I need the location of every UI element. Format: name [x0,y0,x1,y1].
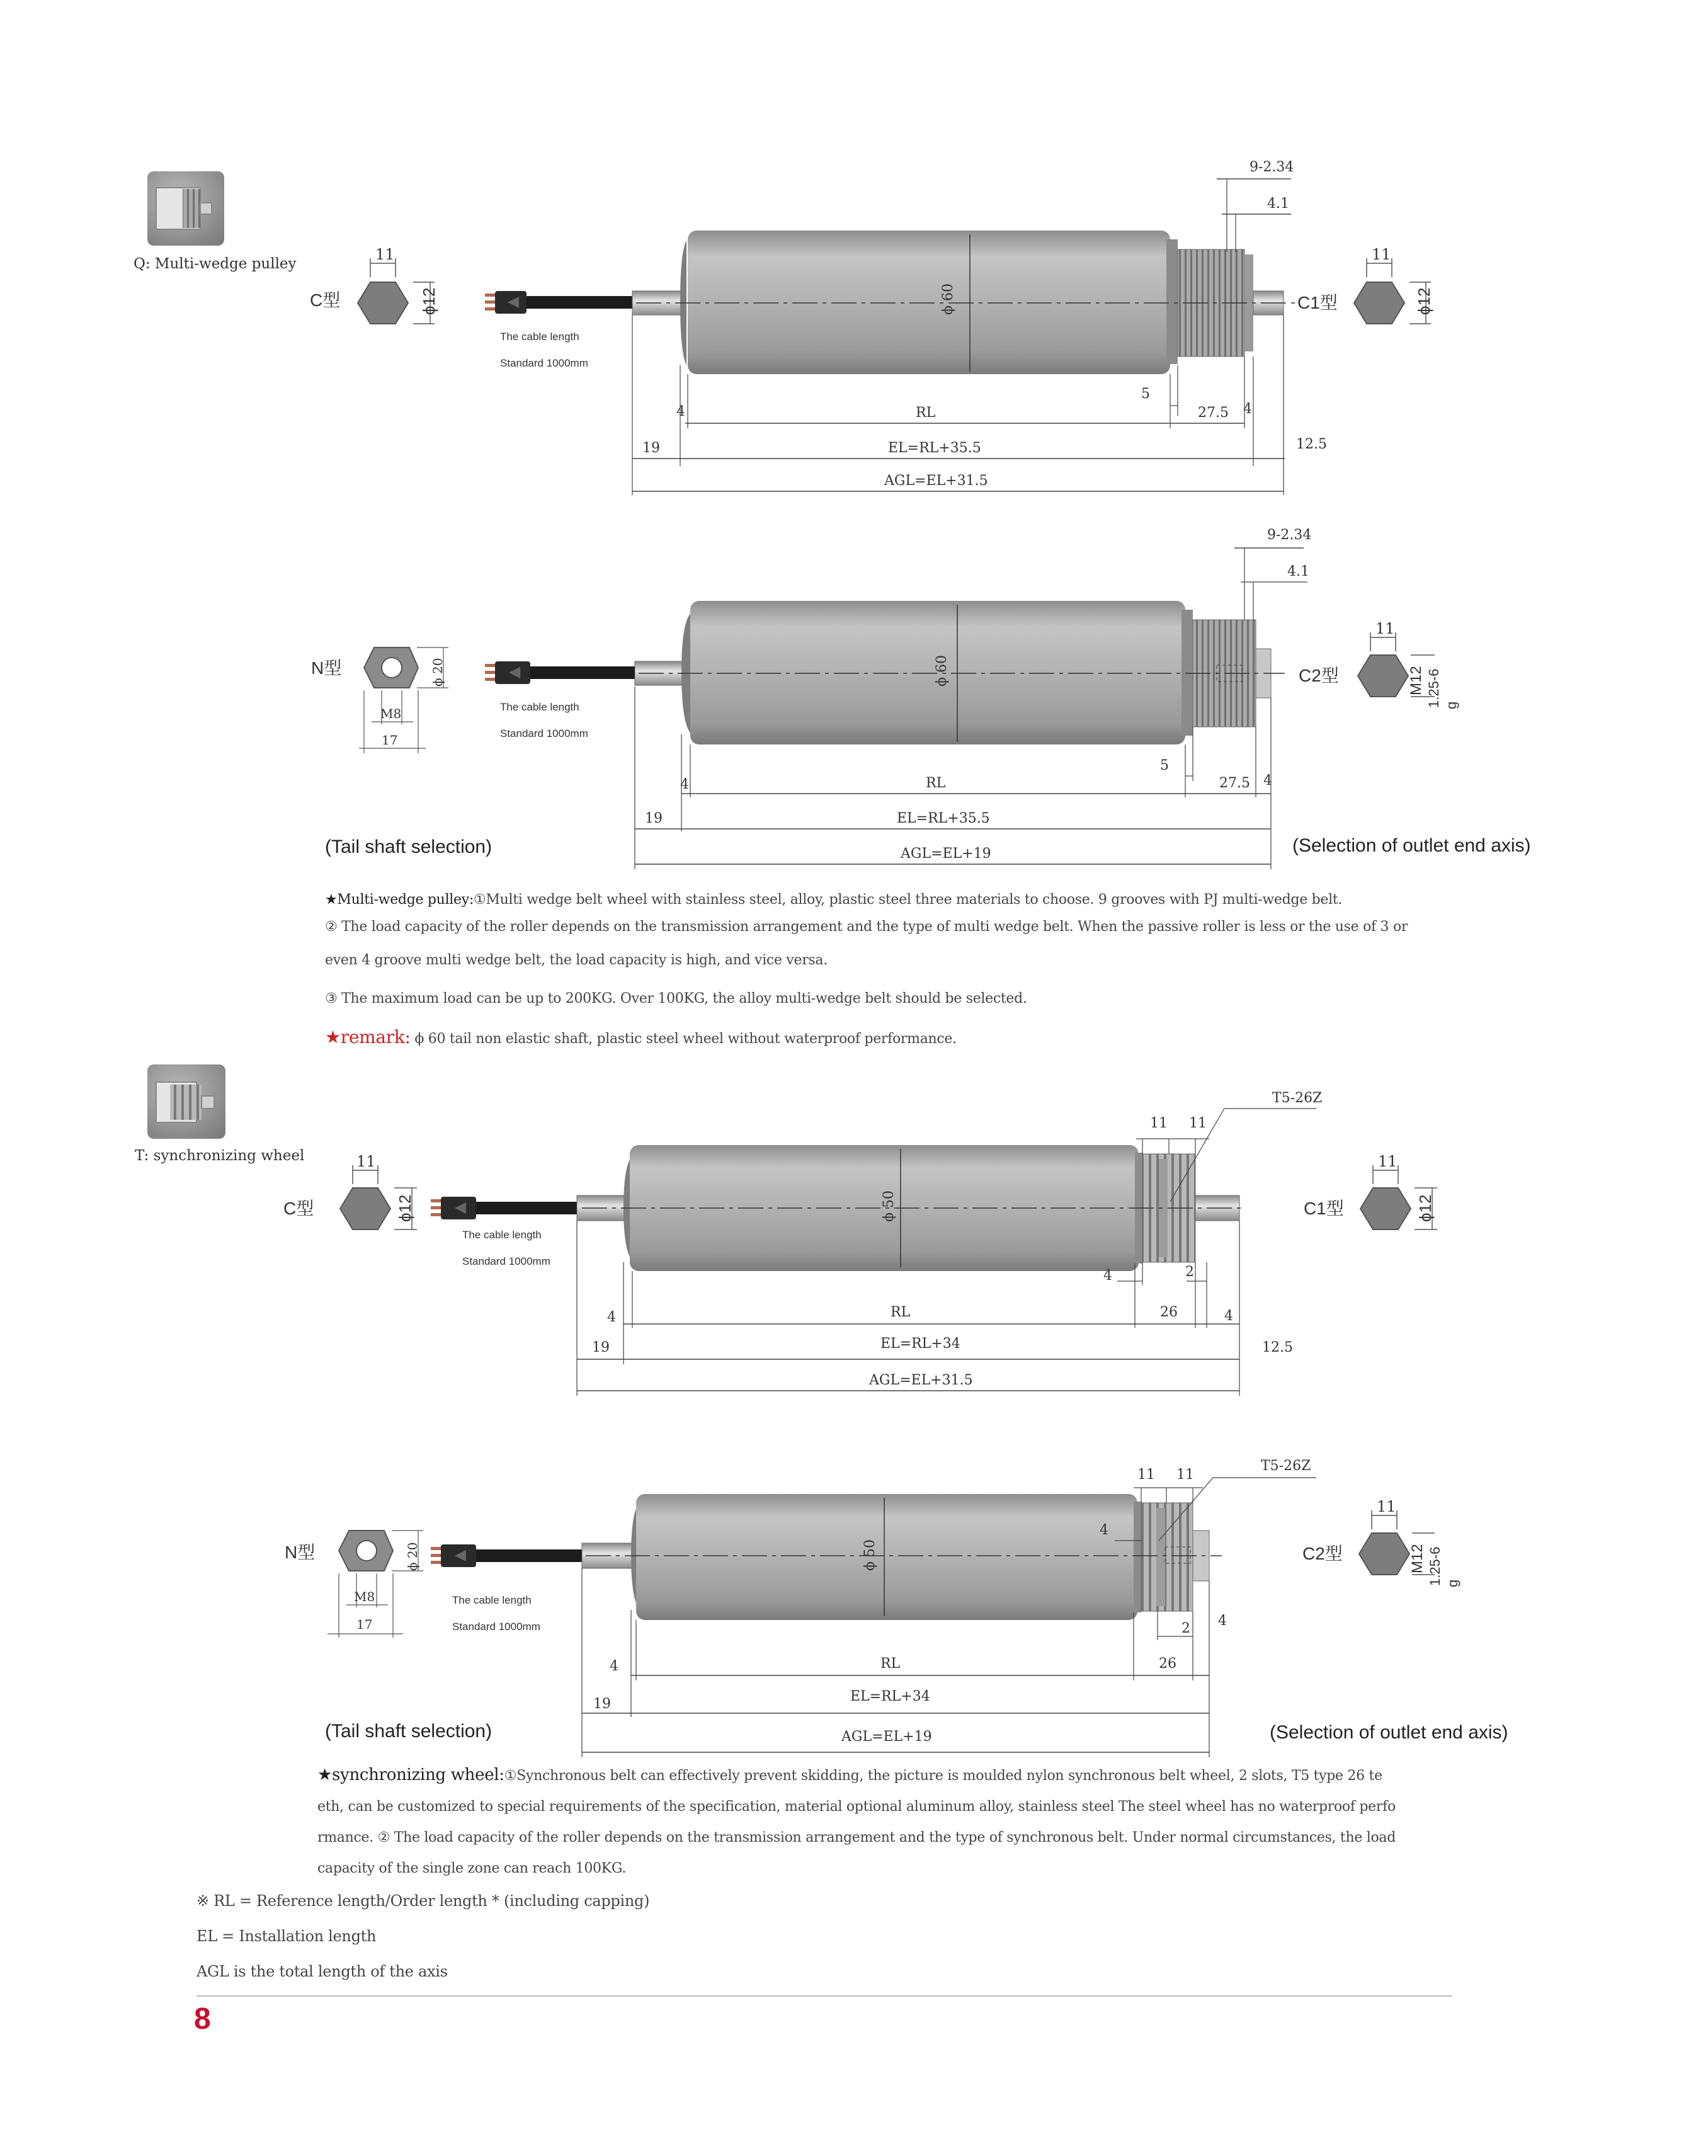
dim-agl: AGL=EL+31.5 [884,473,988,489]
dim-2: 2 [1181,1621,1190,1636]
q-note [325,884,1408,1054]
dim-4c: 4 [1224,1308,1233,1324]
dim-rl: RL [916,405,936,421]
outlet-c2-hex: 11 [1377,1498,1396,1515]
dim-4b: 4 [1263,773,1272,789]
cable-note: The cable length [500,331,579,343]
dim-125: 12.5 [1296,436,1327,452]
note-line: eth, can be customized to special requirements of the specification, material optional aluminum alloy, stainless steel The steel wheel has no waterproof perfo [317,1799,1396,1815]
cable-standard: Standard 1000mm [500,727,588,739]
outlet-c2-thread3: g [1443,701,1459,709]
diameter-label: ϕ 50 [862,1539,878,1571]
dim-agl: AGL=EL+19 [901,846,991,862]
dim-19: 19 [592,1340,610,1355]
remark-text: ϕ 60 tail non elastic shaft, plastic steel wheel without waterproof performance. [410,1031,957,1047]
dim-w2: 11 [1189,1115,1207,1131]
dim-4b: 4 [1100,1522,1108,1538]
note-title: ★Multi-wedge pulley: [325,892,474,908]
type-title: T: synchronizing wheel [135,1148,305,1164]
note-title: ★synchronizing wheel: [317,1765,504,1784]
dim-el: EL=RL+34 [880,1336,960,1352]
outlet-hex-icon [1297,246,1433,324]
diameter-label: ϕ 60 [940,283,956,315]
dim-275: 27.5 [1219,775,1250,791]
dim-el: EL=RL+34 [850,1689,930,1704]
outlet-c2-hex: 11 [1375,620,1395,637]
dim-agl: AGL=EL+19 [841,1729,932,1745]
tail-n-width: 17 [382,733,398,748]
dim-26: 26 [1159,1656,1176,1672]
sync-wheel-thumbnail-icon [147,1064,225,1139]
dim-rl: RL [880,1656,901,1672]
hex-dia: ϕ12 [396,1194,414,1222]
outlet-c2-thread2: 1.25-6 [1426,668,1442,708]
dim-4a: 4 [607,1309,616,1325]
roller-drawing-q2 [485,527,1311,869]
dim-belt: T5-26Z [1261,1458,1311,1474]
dim-4a: 4 [680,777,689,792]
roller-drawing-t1 [431,1090,1322,1396]
outlet-c2-thread: M12 [1409,1544,1426,1573]
cable-note: The cable length [452,1594,532,1606]
outlet-type-label: C1型 [1304,1199,1344,1218]
footnote: EL = Installation length [196,1927,377,1945]
note-line: ①Synchronous belt can effectively prevent skidding, the picture is moulded nylon synchronous belt wheel, 2 slots, T5 type 26 te [504,1768,1382,1784]
dim-el: EL=RL+35.5 [888,440,981,456]
dim-pitch: 4.1 [1287,564,1309,579]
cable-note: The cable length [462,1229,542,1241]
page-number: 8 [194,2002,211,2036]
dim-4a: 4 [676,404,685,419]
outlet-c2-thread2: 1.25-6 [1427,1546,1443,1586]
tail-n-label: N型 [311,658,342,678]
tail-n-dia: ϕ 20 [430,658,445,687]
note-line: rmance. ② The load capacity of the roller depends on the transmission arrangement and the type of synchronous belt. Under normal circumstances, the load [317,1830,1396,1845]
dim-275: 27.5 [1198,405,1229,421]
tail-n-icon [285,1531,423,1638]
tail-selection-label: (Tail shaft selection) [325,1721,492,1742]
diameter-label: ϕ 60 [934,655,950,687]
q-note-line-1 [325,884,1408,915]
dim-el: EL=RL+35.5 [897,811,990,826]
tail-n-icon [311,647,448,753]
q-remark [325,1022,1408,1054]
roller-drawing-q1 [485,159,1327,495]
tail-n-dia: ϕ 20 [405,1542,420,1571]
tail-n-thread: M8 [380,706,402,721]
outlet-selection-label: (Selection of outlet end axis) [1292,835,1531,856]
dim-w2: 11 [1176,1467,1194,1483]
t-note [317,1760,1396,1884]
hex-width: 11 [375,246,395,263]
note-line: ② The load capacity of the roller depends on the transmission arrangement and the type of multi wedge belt. When the passive roller is less or the use of 3 or [325,919,1408,935]
dim-4b: 4 [1243,401,1252,417]
dim-125: 12.5 [1262,1340,1293,1355]
outlet-hex-width: 11 [1378,1153,1398,1170]
type-title: Q: Multi-wedge pulley [134,256,297,272]
outlet-c2-thread3: g [1445,1579,1460,1587]
tail-hex-icon [310,246,438,324]
dim-grooves: 9-2.34 [1250,159,1294,175]
cable-note: The cable length [500,701,579,713]
note-line: ①Multi wedge belt wheel with stainless steel, alloy, plastic steel three materials to choose. 9 grooves with PJ multi-wedge belt. [473,892,1343,908]
footnotes [196,1883,649,1989]
dim-w1: 11 [1137,1467,1155,1483]
tail-hex-icon [283,1153,417,1229]
outlet-c2-thread: M12 [1408,666,1425,695]
dim-5: 5 [1141,386,1150,402]
tail-type-label: C型 [310,290,341,310]
hex-width: 11 [356,1153,376,1170]
outlet-selection-label: (Selection of outlet end axis) [1270,1722,1508,1743]
note-line: ③ The maximum load can be up to 200KG. Over 100KG, the alloy multi-wedge belt should be selected. [325,991,1027,1007]
dim-19: 19 [645,811,663,826]
dim-19: 19 [593,1696,611,1712]
hex-dia: ϕ12 [419,287,438,315]
dim-rl: RL [891,1304,911,1320]
outlet-type-label: C1型 [1297,293,1338,312]
dim-4b: 4 [1103,1268,1112,1284]
diameter-label: ϕ 50 [881,1190,897,1222]
cable-standard: Standard 1000mm [500,357,588,369]
t-note-line-1 [317,1760,1396,1791]
dim-5: 5 [1160,758,1169,773]
dim-4a: 4 [610,1658,618,1674]
cable-standard: Standard 1000mm [462,1255,550,1267]
dim-w1: 11 [1150,1115,1168,1131]
outlet-c2-label: C2型 [1302,1544,1343,1563]
outlet-hex-icon [1304,1153,1437,1229]
tail-type-label: C型 [283,1199,314,1218]
dim-pitch: 4.1 [1267,196,1289,212]
footer-divider [196,1995,1452,1997]
cable-standard: Standard 1000mm [452,1621,540,1633]
dim-grooves: 9-2.34 [1267,527,1312,543]
footnote: ※ RL = Reference length/Order length * (including capping) [196,1892,650,1910]
outlet-hex-width: 11 [1372,246,1391,263]
tail-n-width: 17 [356,1617,373,1632]
pulley-thumbnail-icon [147,171,224,246]
tail-selection-label: (Tail shaft selection) [325,836,492,857]
roller-drawing-t2 [431,1458,1316,1757]
note-line: even 4 groove multi wedge belt, the load capacity is high, and vice versa. [325,952,828,968]
outlet-hex-dia: ϕ12 [1415,287,1433,315]
note-line: capacity of the single zone can reach 100KG. [317,1861,627,1876]
dim-agl: AGL=EL+31.5 [869,1372,973,1388]
outlet-hex-dia: ϕ12 [1416,1194,1435,1222]
outlet-c2-icon [1302,1498,1460,1587]
outlet-c2-icon [1299,620,1459,709]
tail-n-thread: M8 [354,1589,375,1604]
dim-19: 19 [642,440,660,456]
dim-26: 26 [1160,1304,1178,1320]
dim-2: 2 [1185,1264,1194,1280]
tail-n-label: N型 [285,1543,316,1562]
dim-rl: RL [926,775,946,791]
dim-belt: T5-26Z [1272,1090,1323,1106]
dim-4c: 4 [1218,1613,1227,1629]
outlet-c2-label: C2型 [1299,666,1339,685]
footnote: AGL is the total length of the axis [196,1963,448,1980]
remark-label: ★remark: [325,1027,411,1047]
